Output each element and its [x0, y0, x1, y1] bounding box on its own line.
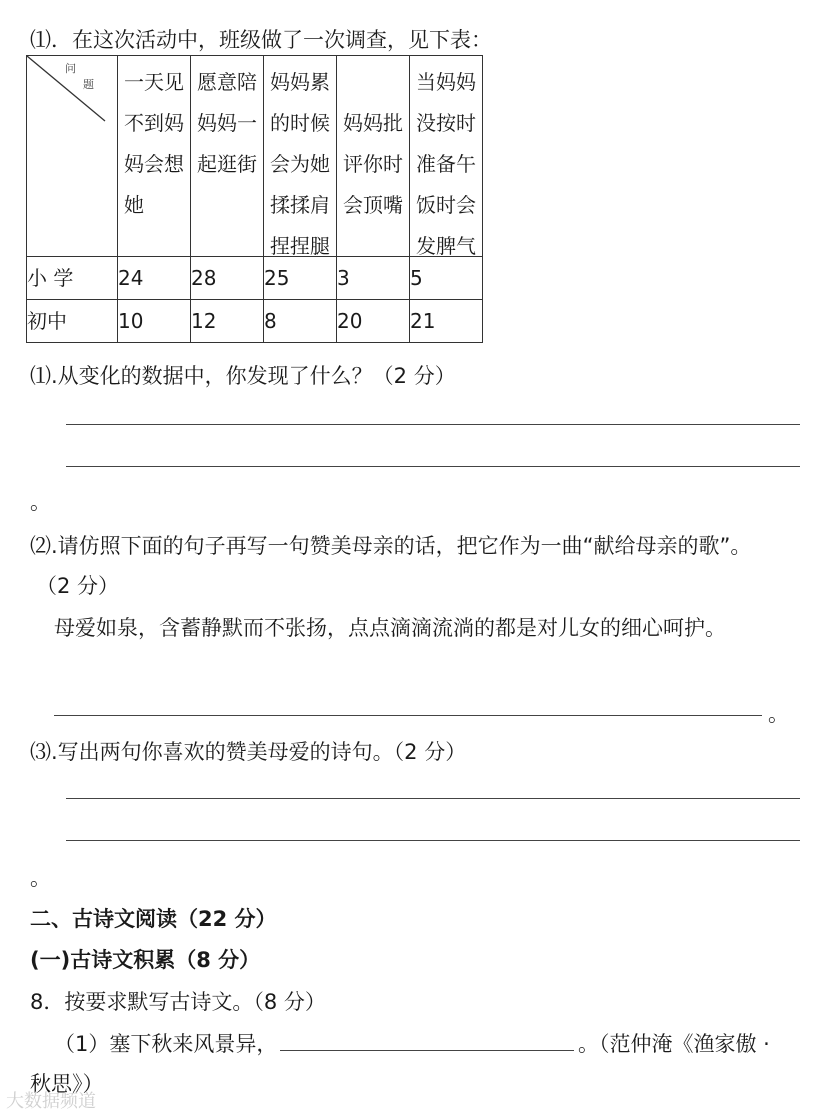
question-1: ⑴.从变化的数据中，你发现了什么？（2 分）: [30, 364, 456, 388]
header-text-line: 揉揉肩: [270, 193, 330, 217]
question-8-1-continuation: 秋思》）: [30, 1072, 104, 1096]
survey-table: [26, 55, 483, 343]
header-text-line: 没按时: [416, 111, 476, 135]
table-cell: 25: [264, 257, 337, 300]
watermark: 大数据频道: [6, 1091, 96, 1112]
header-text-line: 妈妈累: [270, 70, 330, 94]
table-cell: 5: [410, 257, 483, 300]
question-8-1-suffix: 。（范仲淹《渔家傲 ·: [578, 1032, 770, 1056]
table-row: [27, 300, 483, 343]
header-text-line: 饭时会: [416, 193, 476, 217]
header-text-line: 不到妈: [124, 111, 184, 135]
question-8-1-prefix: （1）塞下秋来风景异，: [54, 1032, 278, 1056]
header-text-line: 发脾气: [416, 234, 476, 258]
question-8: 8．按要求默写古诗文。（8 分）: [30, 990, 326, 1014]
answer-line[interactable]: [66, 424, 800, 425]
row-label: 小 学: [27, 257, 118, 300]
table-cell: 24: [118, 257, 191, 300]
period-mark: 。: [30, 490, 51, 514]
subsection-heading: (一)古诗文积累（8 分）: [30, 948, 261, 972]
table-cell: 21: [410, 300, 483, 343]
corner-label-2: 题: [83, 78, 94, 91]
header-cell: [118, 56, 191, 257]
answer-line[interactable]: [66, 840, 800, 841]
header-text-line: 妈会想: [124, 152, 184, 176]
header-text-line: 当妈妈: [416, 70, 476, 94]
table-cell: 20: [337, 300, 410, 343]
header-text-line: 妈妈批: [343, 111, 403, 135]
question-2: ⑵.请仿照下面的句子再写一句赞美母亲的话，把它作为一曲“献给母亲的歌”。: [30, 534, 752, 558]
example-sentence: 母爱如泉，含蓄静默而不张扬，点点滴滴流淌的都是对儿女的细心呵护。: [54, 616, 726, 640]
answer-line[interactable]: [66, 798, 800, 799]
header-cell: [337, 56, 410, 257]
table-cell: 8: [264, 300, 337, 343]
table-row: [27, 257, 483, 300]
corner-label-1: 问: [65, 62, 76, 75]
table-cell: 3: [337, 257, 410, 300]
header-cell: [264, 56, 337, 257]
table-cell: 28: [191, 257, 264, 300]
period-mark: 。: [30, 866, 51, 890]
header-cell: [410, 56, 483, 257]
header-cell: [191, 56, 264, 257]
answer-line[interactable]: [54, 715, 762, 716]
header-text-line: 一天见: [124, 70, 184, 94]
period-mark: 。: [768, 702, 789, 726]
table-cell: 10: [118, 300, 191, 343]
header-text-line: 的时候: [270, 111, 330, 135]
row-label: 初中: [27, 300, 118, 343]
question-3: ⑶.写出两句你喜欢的赞美母爱的诗句。（2 分）: [30, 740, 467, 764]
header-text-line: 起逛街: [197, 152, 257, 176]
answer-line[interactable]: [66, 466, 800, 467]
header-text-line: 捏捏腿: [270, 234, 330, 258]
table-corner-cell: [27, 56, 118, 257]
diagonal-line: [27, 56, 117, 256]
header-text-line: 会顶嘴: [343, 193, 403, 217]
section-heading: 二、古诗文阅读（22 分）: [30, 907, 277, 931]
table-cell: 12: [191, 300, 264, 343]
header-text-line: 会为她: [270, 152, 330, 176]
fill-blank-line[interactable]: [280, 1050, 574, 1051]
header-text-line: 妈妈一: [197, 111, 257, 135]
question-2-score: （2 分）: [36, 574, 120, 598]
header-text-line: 愿意陪: [197, 70, 257, 94]
header-text-line: 评你时: [343, 152, 403, 176]
header-text-line: 她: [124, 193, 144, 217]
header-text-line: 准备午: [416, 152, 476, 176]
intro-text: ⑴．在这次活动中，班级做了一次调查，见下表：: [30, 28, 492, 52]
